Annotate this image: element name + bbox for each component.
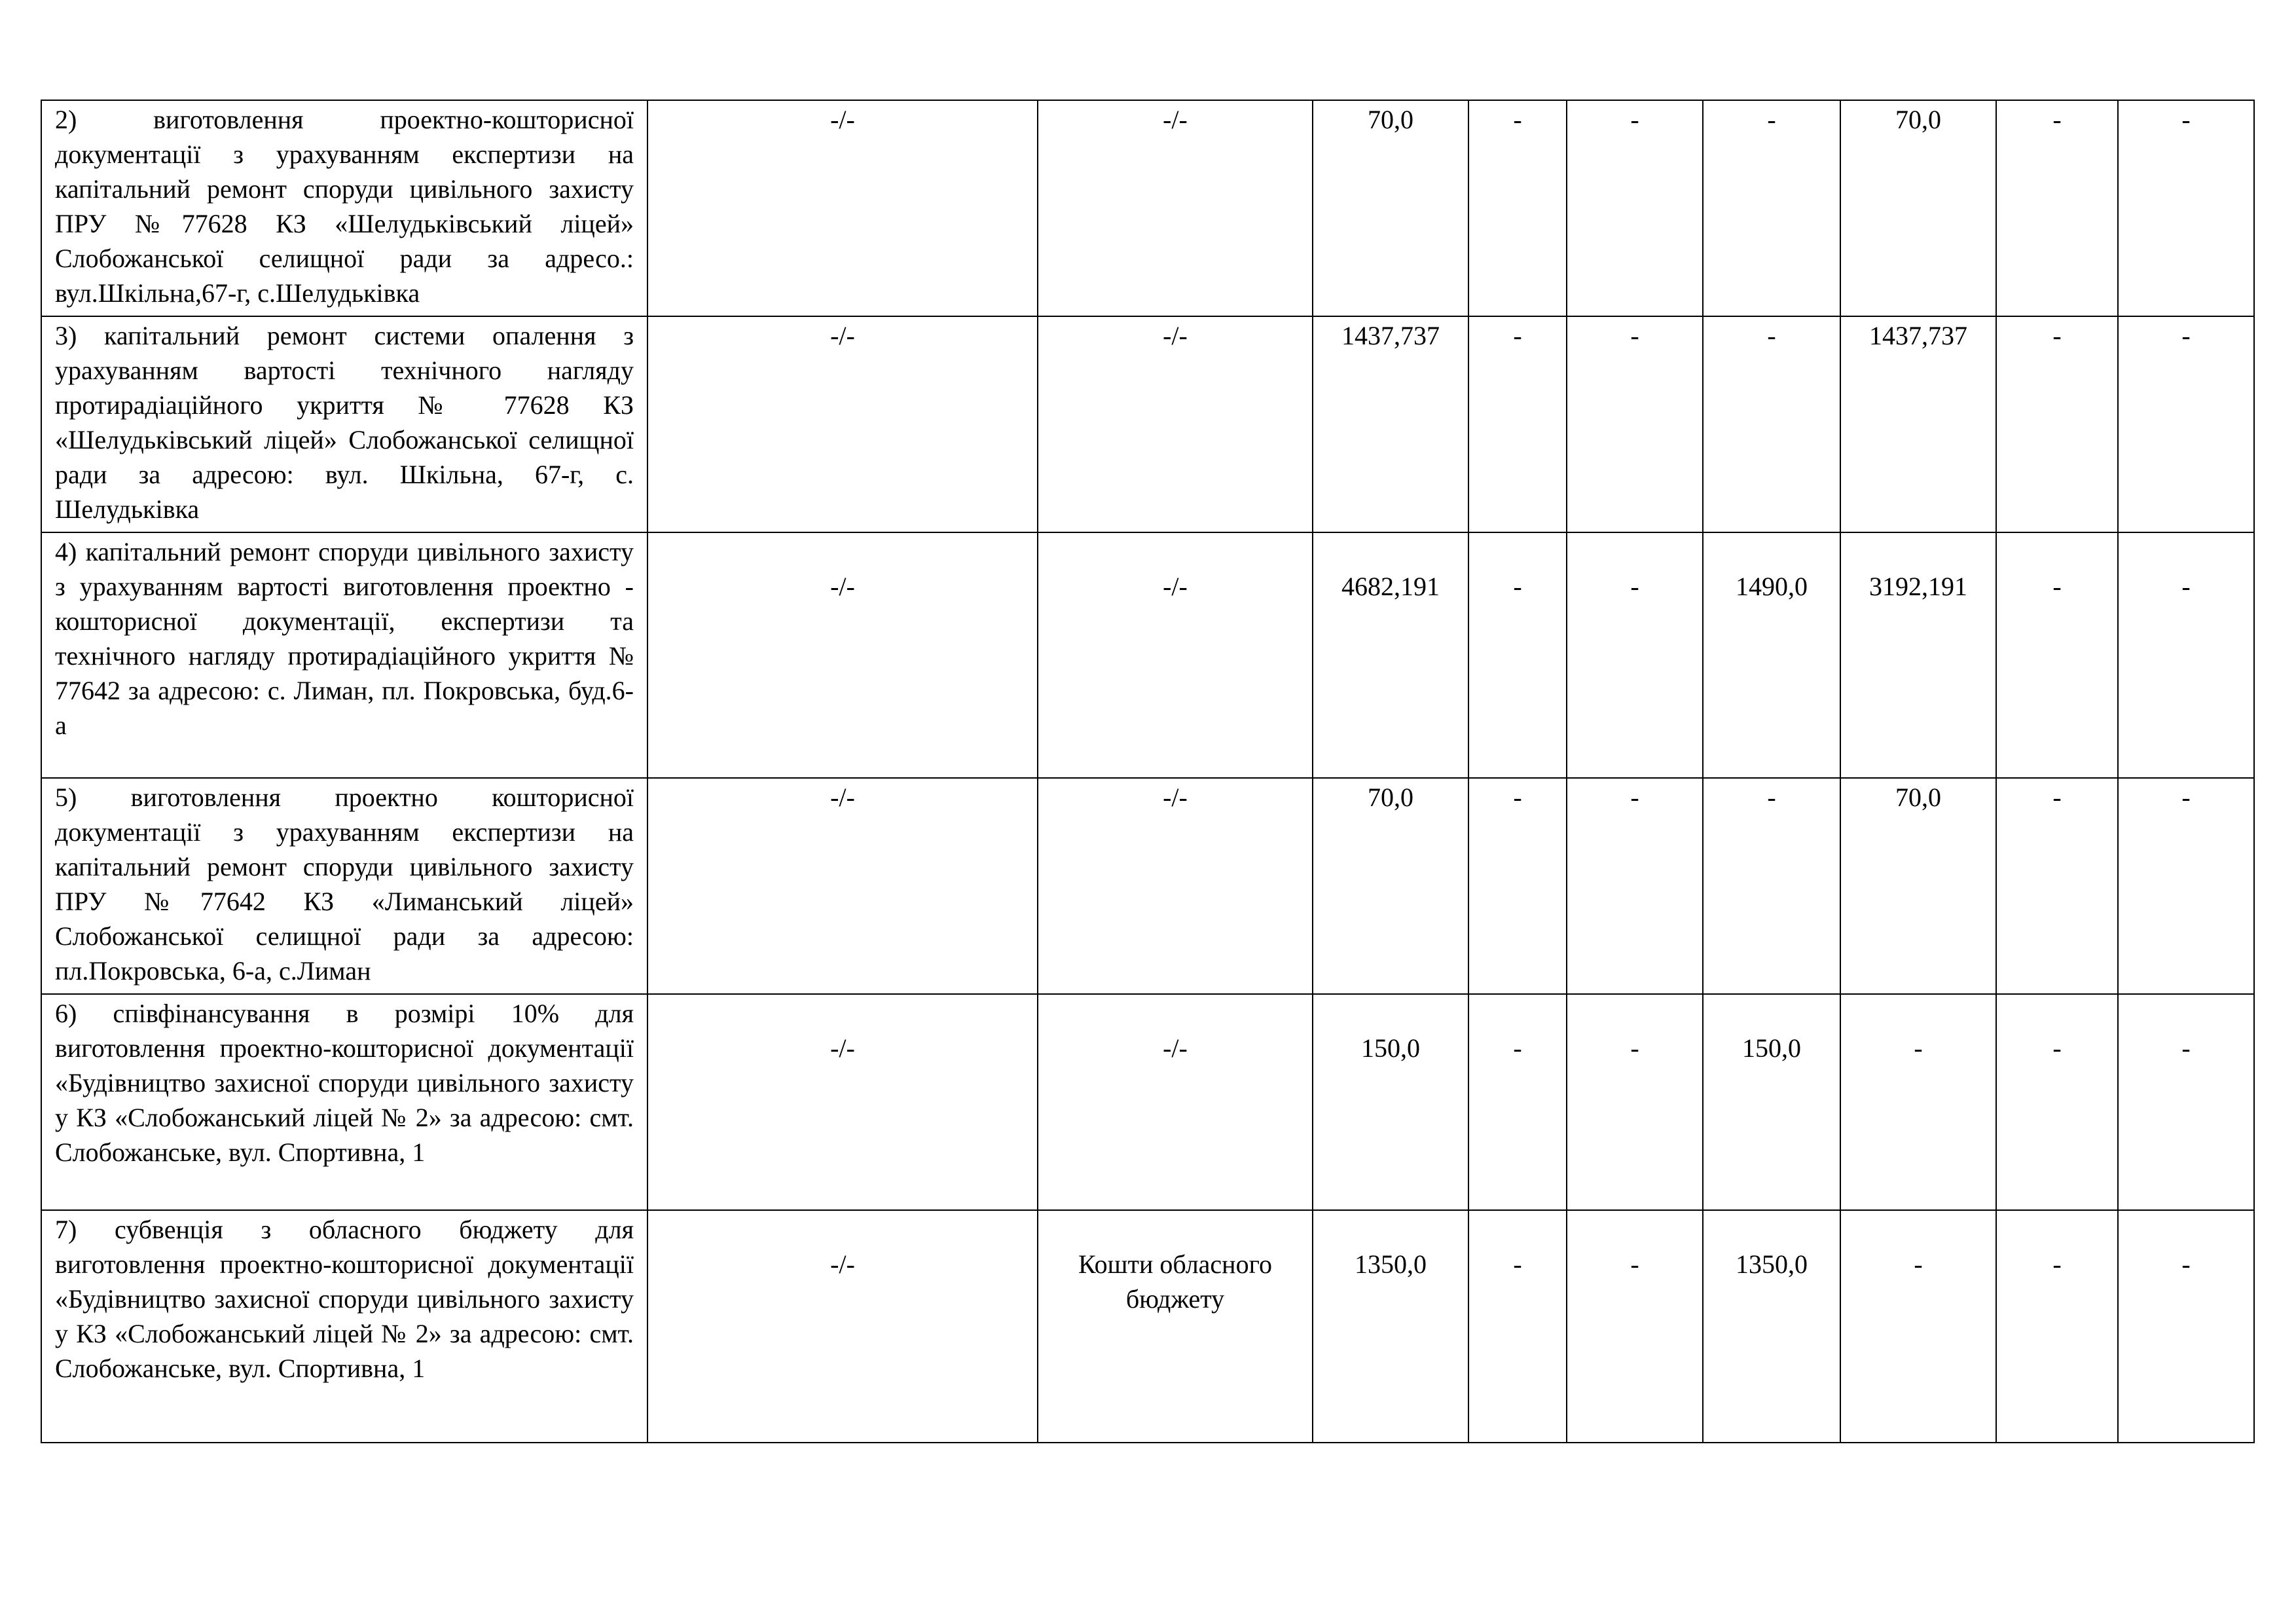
year-cell: - [1567,532,1703,778]
table-row [41,100,2254,316]
year-cell: - [1840,1210,1996,1443]
year-cell: - [1996,532,2118,778]
year-cell: - [2118,778,2254,994]
funding-source-cell: -/- [1038,100,1313,316]
year-cell: - [1468,778,1567,994]
year-cell: - [1468,100,1567,316]
year-cell: 70,0 [1840,778,1996,994]
funding-source-cell: -/- [1038,778,1313,994]
funding-source-cell: -/- [1038,994,1313,1210]
year-cell: - [1567,100,1703,316]
table-row [41,316,2254,532]
row-description: 2) виготовлення проектно-кошторисної документації з урахуванням експертизи на капітальний ремонт споруди цивільного захисту ПРУ №77628 КЗ «Шелудьківський ліцей» Слобожанської селищної ради за адресо.: вул.Шкільна,67-г, с.Шелудьківка [41,100,647,316]
total-amount-cell: 1437,737 [1313,316,1468,532]
year-cell: - [2118,532,2254,778]
row-description: 4) капітальний ремонт споруди цивільного захисту з урахуванням вартості виготовлення проектно - кошторисної документації, експертизи та технічного нагляду протирадіаційного укриття № 77642 за адресою: с. Лиман, пл. Покровська, буд.6-а [41,532,647,778]
year-cell: - [1996,778,2118,994]
year-cell: - [1703,316,1840,532]
total-amount-cell: 70,0 [1313,100,1468,316]
year-cell: - [2118,994,2254,1210]
funding-source-cell: -/- [1038,532,1313,778]
year-cell: - [1703,778,1840,994]
year-cell: 70,0 [1840,100,1996,316]
year-cell: - [1567,1210,1703,1443]
performer-cell: -/- [647,316,1038,532]
year-cell: - [1567,778,1703,994]
year-cell: 1350,0 [1703,1210,1840,1443]
total-amount-cell: 70,0 [1313,778,1468,994]
table-row [41,778,2254,994]
year-cell: - [1468,316,1567,532]
year-cell: 1437,737 [1840,316,1996,532]
year-cell: - [1567,994,1703,1210]
year-cell: - [1996,100,2118,316]
year-cell: 1490,0 [1703,532,1840,778]
year-cell: - [2118,316,2254,532]
performer-cell: -/- [647,1210,1038,1443]
year-cell: - [2118,1210,2254,1443]
table-row [41,994,2254,1210]
year-cell: - [2118,100,2254,316]
year-cell: - [1840,994,1996,1210]
year-cell: - [1703,100,1840,316]
row-description: 3) капітальний ремонт системи опалення з урахуванням вартості технічного нагляду протирадіаційного укриття № 77628 КЗ «Шелудьківський ліцей» Слобожанської селищної ради за адресою: вул. Шкільна, 67-г, с. Шелудьківка [41,316,647,532]
row-description: 7) субвенція з обласного бюджету для виготовлення проектно-кошторисної документації «Будівництво захисної споруди цивільного захисту у КЗ «Слобожанський ліцей № 2» за адресою: смт. Слобожанське, вул. Спортивна, 1 [41,1210,647,1443]
row-description: 6) співфінансування в розмірі 10% для виготовлення проектно-кошторисної документації «Будівництво захисної споруди цивільного захисту у КЗ «Слобожанський ліцей № 2» за адресою: смт. Слобожанське, вул. Спортивна, 1 [41,994,647,1210]
year-cell: - [1996,994,2118,1210]
budget-table [41,100,2255,1443]
year-cell: 3192,191 [1840,532,1996,778]
year-cell: - [1567,316,1703,532]
year-cell: - [1996,316,2118,532]
row-description: 5) виготовлення проектно кошторисної документації з урахуванням експертизи на капітальний ремонт споруди цивільного захисту ПРУ №77642 КЗ «Лиманський ліцей» Слобожанської селищної ради за адресою: пл.Покровська, 6-а, с.Лиман [41,778,647,994]
year-cell: - [1468,532,1567,778]
year-cell: - [1996,1210,2118,1443]
performer-cell: -/- [647,532,1038,778]
year-cell: - [1468,1210,1567,1443]
table-row [41,532,2254,778]
performer-cell: -/- [647,778,1038,994]
total-amount-cell: 1350,0 [1313,1210,1468,1443]
total-amount-cell: 4682,191 [1313,532,1468,778]
total-amount-cell: 150,0 [1313,994,1468,1210]
funding-source-cell: Кошти обласного бюджету [1038,1210,1313,1443]
funding-source-cell: -/- [1038,316,1313,532]
year-cell: 150,0 [1703,994,1840,1210]
performer-cell: -/- [647,994,1038,1210]
table-row [41,1210,2254,1443]
year-cell: - [1468,994,1567,1210]
performer-cell: -/- [647,100,1038,316]
